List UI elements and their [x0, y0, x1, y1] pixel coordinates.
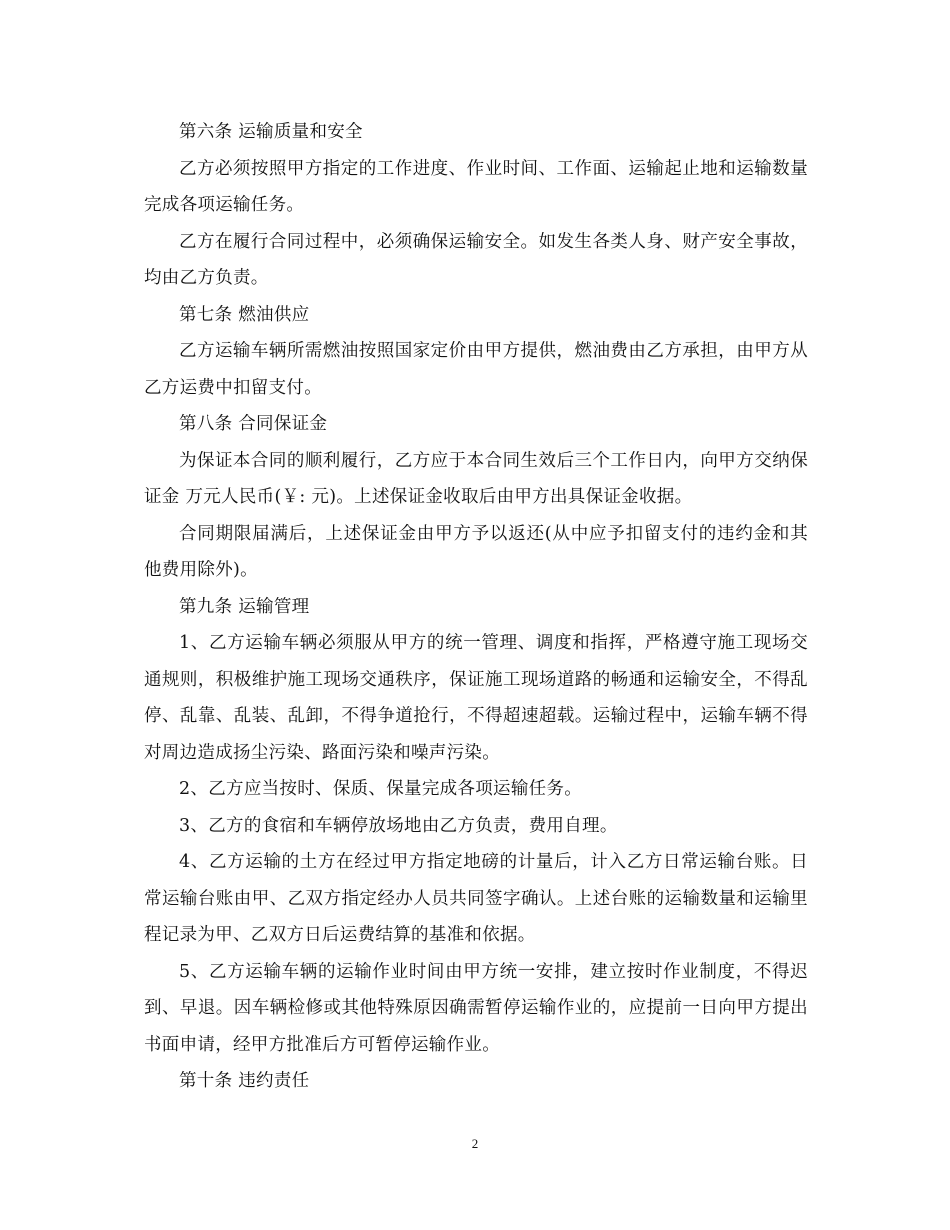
article-10-heading: 第十条 违约责任	[179, 1071, 310, 1091]
article-9-item-5: 5、乙方运输车辆的运输作业时间由甲方统一安排，建立按时作业制度，不得迟到、早退。因车辆检修或其他特殊原因确需暂停运输作业的，应提前一日向甲方提出书面申请，经甲方批准后方可暂停运输作业。	[144, 961, 808, 1055]
article-9-item-4: 4、乙方运输的土方在经过甲方指定地磅的计量后，计入乙方日常运输台账。日常运输台账由甲、乙双方指定经办人员共同签字确认。上述台账的运输数量和运输里程记录为甲、乙双方日后运费结算的基准和依据。	[144, 852, 808, 945]
article-6-paragraph-2: 乙方在履行合同过程中，必须确保运输安全。如发生各类人身、财产安全事故，均由乙方负责。	[144, 231, 808, 288]
article-7-paragraph-1: 乙方运输车辆所需燃油按照国家定价由甲方提供，燃油费由乙方承担，由甲方从乙方运费中扣留支付。	[144, 341, 808, 398]
page-number: 2	[471, 1136, 479, 1151]
article-9-item-2: 2、乙方应当按时、保质、保量完成各项运输任务。	[179, 779, 583, 799]
article-8-heading: 第八条 合同保证金	[179, 414, 328, 434]
article-9-item-3: 3、乙方的食宿和车辆停放场地由乙方负责，费用自理。	[179, 815, 618, 836]
article-8-paragraph-2: 合同期限届满后，上述保证金由甲方予以返还(从中应予扣留支付的违约金和其他费用除外)。	[144, 523, 808, 580]
document-body	[144, 114, 808, 1100]
article-6-heading: 第六条 运输质量和安全	[179, 122, 363, 142]
article-9-item-1: 1、乙方运输车辆必须服从甲方的统一管理、调度和指挥，严格遵守施工现场交通规则，积极维护施工现场交通秩序，保证施工现场道路的畅通和运输安全，不得乱停、乱靠、乱装、乱卸，不得争道抢行，不得超速超载。运输过程中，运输车辆不得对周边造成扬尘污染、路面污染和噪声污染。	[144, 633, 808, 763]
article-9-heading: 第九条 运输管理	[179, 596, 310, 617]
article-6-paragraph-1: 乙方必须按照甲方指定的工作进度、作业时间、工作面、运输起止地和运输数量完成各项运输任务。	[144, 158, 808, 215]
article-7-heading: 第七条 燃油供应	[179, 304, 310, 325]
article-8-paragraph-1: 为保证本合同的顺利履行，乙方应于本合同生效后三个工作日内，向甲方交纳保证金 万元人民币(￥: 元)。上述保证金收取后由甲方出具保证金收据。	[144, 450, 808, 507]
